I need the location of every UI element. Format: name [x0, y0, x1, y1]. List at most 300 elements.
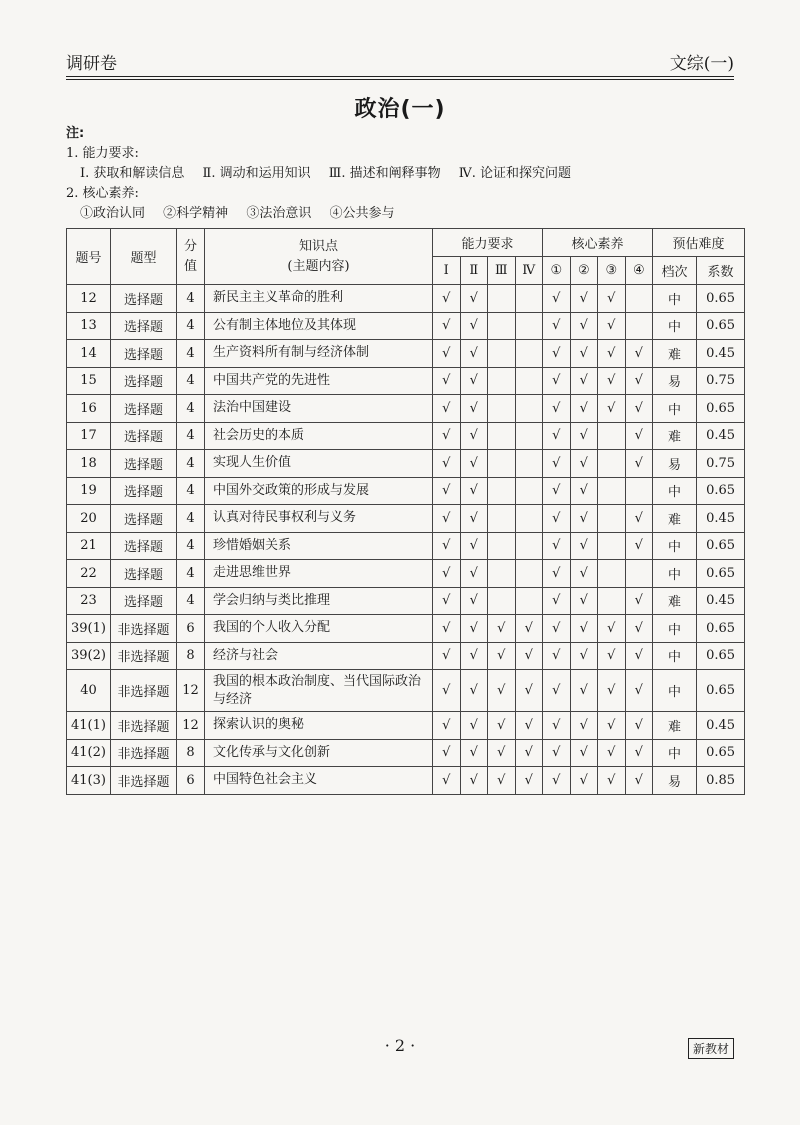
cell-num: 41(2): [67, 739, 111, 767]
cell-ability-2: √: [460, 560, 488, 588]
cell-type: 选择题: [111, 340, 177, 368]
cell-literacy-3: √: [598, 615, 626, 643]
cell-type: 选择题: [111, 312, 177, 340]
col-header-knowledge: [205, 229, 433, 285]
cell-coef: 0.45: [697, 505, 745, 533]
cell-coef: 0.45: [697, 587, 745, 615]
header-rule-thin: [66, 79, 734, 80]
cell-literacy-1: √: [543, 450, 571, 478]
notes-label: 注:: [66, 126, 85, 141]
cell-type: 非选择题: [111, 615, 177, 643]
cell-ability-3: [488, 422, 516, 450]
cell-num: 16: [67, 395, 111, 423]
cell-score: 4: [177, 560, 205, 588]
cell-ability-1: √: [433, 767, 461, 795]
cell-ability-1: √: [433, 532, 461, 560]
header-left-label: 调研卷: [66, 54, 117, 74]
table-row: [67, 395, 745, 423]
cell-num: 40: [67, 670, 111, 712]
cell-literacy-4: √: [625, 642, 653, 670]
cell-literacy-4: √: [625, 712, 653, 740]
col-header-num: 题号: [67, 229, 111, 285]
cell-knowledge: 中国特色社会主义: [205, 767, 433, 795]
cell-literacy-3: √: [598, 395, 626, 423]
cell-ability-4: [515, 367, 543, 395]
cell-literacy-1: √: [543, 312, 571, 340]
literacy-col-2: ②: [570, 257, 598, 285]
cell-knowledge: 法治中国建设: [205, 395, 433, 423]
cell-level: 中: [653, 739, 697, 767]
cell-coef: 0.65: [697, 532, 745, 560]
cell-ability-4: [515, 532, 543, 560]
cell-literacy-4: √: [625, 670, 653, 712]
cell-score: 12: [177, 712, 205, 740]
cell-ability-2: √: [460, 367, 488, 395]
cell-knowledge: 我国的根本政治制度、当代国际政治与经济: [205, 670, 433, 712]
table-row: [67, 670, 745, 712]
cell-type: 选择题: [111, 367, 177, 395]
cell-ability-2: √: [460, 615, 488, 643]
cell-literacy-2: √: [570, 642, 598, 670]
cell-literacy-1: √: [543, 712, 571, 740]
cell-literacy-4: [625, 560, 653, 588]
cell-ability-2: √: [460, 340, 488, 368]
notes-ability-heading: 1. 能力要求:: [66, 146, 139, 161]
cell-num: 14: [67, 340, 111, 368]
cell-knowledge: 社会历史的本质: [205, 422, 433, 450]
cell-literacy-2: √: [570, 367, 598, 395]
cell-ability-1: √: [433, 642, 461, 670]
question-analysis-table: [66, 228, 745, 795]
cell-score: 12: [177, 670, 205, 712]
cell-knowledge: 生产资料所有制与经济体制: [205, 340, 433, 368]
cell-knowledge: 公有制主体地位及其体现: [205, 312, 433, 340]
cell-literacy-3: [598, 532, 626, 560]
cell-literacy-2: √: [570, 395, 598, 423]
ability-item: Ⅰ. 获取和解读信息: [80, 166, 185, 181]
cell-ability-4: [515, 587, 543, 615]
cell-level: 中: [653, 477, 697, 505]
cell-type: 选择题: [111, 532, 177, 560]
ability-col-2: Ⅱ: [460, 257, 488, 285]
cell-num: 41(1): [67, 712, 111, 740]
cell-knowledge: 实现人生价值: [205, 450, 433, 478]
cell-num: 22: [67, 560, 111, 588]
cell-literacy-2: √: [570, 767, 598, 795]
cell-literacy-1: √: [543, 587, 571, 615]
cell-ability-4: √: [515, 642, 543, 670]
cell-num: 41(3): [67, 767, 111, 795]
cell-level: 难: [653, 422, 697, 450]
ability-list: [66, 164, 571, 184]
cell-type: 非选择题: [111, 712, 177, 740]
cell-ability-4: [515, 340, 543, 368]
cell-literacy-2: √: [570, 505, 598, 533]
col-header-type: 题型: [111, 229, 177, 285]
cell-score: 4: [177, 340, 205, 368]
cell-literacy-3: √: [598, 670, 626, 712]
cell-literacy-4: √: [625, 739, 653, 767]
cell-ability-3: [488, 560, 516, 588]
cell-score: 6: [177, 767, 205, 795]
cell-ability-2: √: [460, 532, 488, 560]
cell-literacy-4: [625, 477, 653, 505]
cell-ability-3: √: [488, 712, 516, 740]
literacy-col-4: ④: [625, 257, 653, 285]
cell-knowledge: 经济与社会: [205, 642, 433, 670]
cell-ability-2: √: [460, 395, 488, 423]
cell-score: 4: [177, 285, 205, 313]
ability-item: Ⅱ. 调动和运用知识: [202, 166, 311, 181]
cell-literacy-2: √: [570, 340, 598, 368]
cell-coef: 0.65: [697, 560, 745, 588]
cell-coef: 0.75: [697, 367, 745, 395]
cell-ability-2: √: [460, 670, 488, 712]
cell-level: 中: [653, 285, 697, 313]
cell-literacy-3: √: [598, 712, 626, 740]
cell-num: 18: [67, 450, 111, 478]
cell-literacy-2: √: [570, 450, 598, 478]
cell-literacy-2: √: [570, 312, 598, 340]
table-row: [67, 285, 745, 313]
cell-coef: 0.65: [697, 395, 745, 423]
cell-ability-4: [515, 285, 543, 313]
cell-knowledge: 学会归纳与类比推理: [205, 587, 433, 615]
cell-coef: 0.65: [697, 477, 745, 505]
cell-literacy-3: √: [598, 340, 626, 368]
cell-ability-1: √: [433, 340, 461, 368]
cell-score: 4: [177, 312, 205, 340]
page-title: 政治(一): [354, 97, 446, 122]
cell-ability-4: [515, 477, 543, 505]
cell-score: 8: [177, 739, 205, 767]
cell-coef: 0.65: [697, 285, 745, 313]
cell-level: 中: [653, 642, 697, 670]
cell-num: 39(1): [67, 615, 111, 643]
col-header-ability: 能力要求: [433, 229, 543, 257]
cell-ability-4: √: [515, 670, 543, 712]
ability-col-3: Ⅲ: [488, 257, 516, 285]
cell-literacy-4: √: [625, 367, 653, 395]
cell-coef: 0.45: [697, 340, 745, 368]
cell-literacy-1: √: [543, 367, 571, 395]
cell-num: 17: [67, 422, 111, 450]
cell-ability-2: √: [460, 477, 488, 505]
cell-literacy-3: [598, 560, 626, 588]
cell-score: 8: [177, 642, 205, 670]
cell-knowledge: 认真对待民事权利与义务: [205, 505, 433, 533]
cell-literacy-1: √: [543, 477, 571, 505]
cell-level: 易: [653, 767, 697, 795]
col-header-level: 档次: [653, 257, 697, 285]
cell-num: 23: [67, 587, 111, 615]
cell-ability-2: √: [460, 712, 488, 740]
cell-literacy-4: √: [625, 587, 653, 615]
table-row: [67, 767, 745, 795]
cell-score: 4: [177, 422, 205, 450]
cell-ability-2: √: [460, 505, 488, 533]
cell-literacy-3: [598, 477, 626, 505]
cell-ability-1: √: [433, 285, 461, 313]
cell-literacy-4: √: [625, 767, 653, 795]
cell-level: 易: [653, 367, 697, 395]
cell-literacy-1: √: [543, 505, 571, 533]
table-row: [67, 532, 745, 560]
page-header: [66, 48, 734, 74]
cell-knowledge: 走进思维世界: [205, 560, 433, 588]
cell-ability-1: √: [433, 505, 461, 533]
cell-literacy-3: [598, 450, 626, 478]
cell-ability-3: √: [488, 642, 516, 670]
cell-ability-4: √: [515, 739, 543, 767]
ability-col-1: Ⅰ: [433, 257, 461, 285]
cell-literacy-1: √: [543, 642, 571, 670]
cell-num: 13: [67, 312, 111, 340]
cell-coef: 0.65: [697, 312, 745, 340]
table-row: [67, 422, 745, 450]
cell-literacy-2: √: [570, 670, 598, 712]
cell-type: 选择题: [111, 450, 177, 478]
table-row: [67, 505, 745, 533]
cell-ability-3: [488, 450, 516, 478]
literacy-col-3: ③: [598, 257, 626, 285]
cell-ability-3: [488, 587, 516, 615]
knowledge-header-sub: (主题内容): [287, 258, 350, 274]
cell-ability-3: √: [488, 739, 516, 767]
literacy-list: [66, 204, 571, 224]
cell-level: 中: [653, 615, 697, 643]
cell-coef: 0.45: [697, 422, 745, 450]
ability-item: Ⅳ. 论证和探究问题: [458, 166, 572, 181]
cell-ability-4: √: [515, 712, 543, 740]
cell-knowledge: 珍惜婚姻关系: [205, 532, 433, 560]
cell-ability-3: √: [488, 615, 516, 643]
cell-score: 4: [177, 532, 205, 560]
cell-coef: 0.85: [697, 767, 745, 795]
cell-coef: 0.65: [697, 739, 745, 767]
table-row: [67, 312, 745, 340]
cell-literacy-1: √: [543, 767, 571, 795]
cell-type: 选择题: [111, 477, 177, 505]
cell-literacy-2: √: [570, 422, 598, 450]
header-rule: [66, 76, 734, 77]
cell-coef: 0.45: [697, 712, 745, 740]
cell-type: 选择题: [111, 422, 177, 450]
cell-level: 中: [653, 560, 697, 588]
cell-score: 4: [177, 450, 205, 478]
cell-ability-3: √: [488, 767, 516, 795]
cell-ability-1: √: [433, 450, 461, 478]
table-row: [67, 587, 745, 615]
cell-literacy-4: √: [625, 505, 653, 533]
cell-literacy-2: √: [570, 560, 598, 588]
cell-literacy-3: [598, 505, 626, 533]
cell-ability-1: √: [433, 560, 461, 588]
cell-literacy-4: √: [625, 450, 653, 478]
cell-ability-4: [515, 312, 543, 340]
cell-literacy-1: √: [543, 739, 571, 767]
cell-coef: 0.65: [697, 615, 745, 643]
cell-ability-1: √: [433, 477, 461, 505]
cell-type: 选择题: [111, 560, 177, 588]
cell-literacy-3: √: [598, 367, 626, 395]
cell-level: 中: [653, 670, 697, 712]
cell-ability-1: √: [433, 712, 461, 740]
cell-ability-4: √: [515, 767, 543, 795]
cell-type: 选择题: [111, 285, 177, 313]
cell-literacy-1: √: [543, 670, 571, 712]
cell-ability-2: √: [460, 450, 488, 478]
ability-col-4: Ⅳ: [515, 257, 543, 285]
table-row: [67, 615, 745, 643]
cell-ability-1: √: [433, 670, 461, 712]
cell-ability-1: √: [433, 422, 461, 450]
cell-literacy-4: √: [625, 340, 653, 368]
col-header-literacy: 核心素养: [543, 229, 653, 257]
cell-ability-3: [488, 505, 516, 533]
table-row: [67, 560, 745, 588]
cell-knowledge: 中国外交政策的形成与发展: [205, 477, 433, 505]
table-row: [67, 450, 745, 478]
literacy-item: ②科学精神: [163, 206, 229, 221]
cell-ability-3: [488, 312, 516, 340]
literacy-item: ①政治认同: [80, 206, 146, 221]
notes-literacy-heading: 2. 核心素养:: [66, 186, 139, 201]
cell-type: 选择题: [111, 505, 177, 533]
cell-level: 难: [653, 340, 697, 368]
cell-literacy-2: √: [570, 285, 598, 313]
cell-type: 非选择题: [111, 739, 177, 767]
cell-literacy-3: [598, 422, 626, 450]
col-header-difficulty: 预估难度: [653, 229, 745, 257]
table-row: [67, 367, 745, 395]
cell-literacy-1: √: [543, 395, 571, 423]
cell-literacy-2: √: [570, 532, 598, 560]
cell-ability-3: √: [488, 670, 516, 712]
cell-literacy-3: √: [598, 739, 626, 767]
cell-ability-2: √: [460, 285, 488, 313]
cell-ability-1: √: [433, 367, 461, 395]
table-row: [67, 712, 745, 740]
cell-literacy-2: √: [570, 739, 598, 767]
cell-ability-4: [515, 505, 543, 533]
cell-literacy-4: [625, 312, 653, 340]
cell-literacy-2: √: [570, 477, 598, 505]
literacy-item: ④公共参与: [329, 206, 395, 221]
cell-num: 39(2): [67, 642, 111, 670]
cell-ability-2: √: [460, 587, 488, 615]
header-row-top: [67, 229, 745, 257]
cell-literacy-1: √: [543, 532, 571, 560]
cell-level: 难: [653, 587, 697, 615]
cell-ability-3: [488, 285, 516, 313]
cell-level: 易: [653, 450, 697, 478]
cell-type: 非选择题: [111, 670, 177, 712]
cell-score: 6: [177, 615, 205, 643]
cell-ability-1: √: [433, 739, 461, 767]
cell-ability-3: [488, 395, 516, 423]
table-row: [67, 642, 745, 670]
cell-coef: 0.65: [697, 642, 745, 670]
cell-ability-1: √: [433, 615, 461, 643]
table-row: [67, 340, 745, 368]
cell-score: 4: [177, 505, 205, 533]
cell-num: 20: [67, 505, 111, 533]
cell-literacy-3: √: [598, 642, 626, 670]
cell-ability-3: [488, 340, 516, 368]
knowledge-header-label: 知识点: [298, 238, 338, 254]
cell-literacy-1: √: [543, 560, 571, 588]
cell-ability-1: √: [433, 587, 461, 615]
col-header-coef: 系数: [697, 257, 745, 285]
cell-ability-4: [515, 560, 543, 588]
cell-ability-2: √: [460, 312, 488, 340]
cell-ability-3: [488, 477, 516, 505]
cell-num: 12: [67, 285, 111, 313]
cell-literacy-3: √: [598, 767, 626, 795]
cell-type: 非选择题: [111, 642, 177, 670]
cell-level: 中: [653, 312, 697, 340]
cell-literacy-3: [598, 587, 626, 615]
literacy-col-1: ①: [543, 257, 571, 285]
cell-ability-2: √: [460, 422, 488, 450]
cell-ability-1: √: [433, 312, 461, 340]
cell-ability-4: [515, 395, 543, 423]
cell-score: 4: [177, 395, 205, 423]
cell-knowledge: 中国共产党的先进性: [205, 367, 433, 395]
cell-knowledge: 新民主主义革命的胜利: [205, 285, 433, 313]
cell-literacy-1: √: [543, 615, 571, 643]
cell-ability-4: [515, 450, 543, 478]
cell-literacy-1: √: [543, 422, 571, 450]
cell-num: 19: [67, 477, 111, 505]
table-body: [67, 285, 745, 795]
table-row: [67, 739, 745, 767]
cell-ability-2: √: [460, 767, 488, 795]
edition-badge: 新教材: [688, 1038, 734, 1059]
cell-literacy-2: √: [570, 615, 598, 643]
cell-coef: 0.75: [697, 450, 745, 478]
cell-literacy-4: √: [625, 615, 653, 643]
cell-ability-2: √: [460, 739, 488, 767]
cell-score: 4: [177, 477, 205, 505]
cell-literacy-4: √: [625, 422, 653, 450]
cell-type: 选择题: [111, 587, 177, 615]
cell-knowledge: 文化传承与文化创新: [205, 739, 433, 767]
cell-ability-1: √: [433, 395, 461, 423]
cell-literacy-4: [625, 285, 653, 313]
cell-level: 中: [653, 395, 697, 423]
header-right-label: 文综(一): [669, 54, 734, 74]
cell-literacy-4: √: [625, 395, 653, 423]
cell-level: 难: [653, 505, 697, 533]
cell-literacy-3: √: [598, 312, 626, 340]
cell-literacy-3: √: [598, 285, 626, 313]
literacy-item: ③法治意识: [246, 206, 312, 221]
cell-type: 非选择题: [111, 767, 177, 795]
cell-score: 4: [177, 587, 205, 615]
cell-ability-4: √: [515, 615, 543, 643]
page-number: · 2 ·: [384, 1036, 416, 1055]
notes-section: [66, 124, 571, 224]
cell-coef: 0.65: [697, 670, 745, 712]
ability-item: Ⅲ. 描述和阐释事物: [328, 166, 441, 181]
cell-literacy-4: √: [625, 532, 653, 560]
cell-ability-4: [515, 422, 543, 450]
cell-score: 4: [177, 367, 205, 395]
cell-num: 21: [67, 532, 111, 560]
cell-level: 中: [653, 532, 697, 560]
